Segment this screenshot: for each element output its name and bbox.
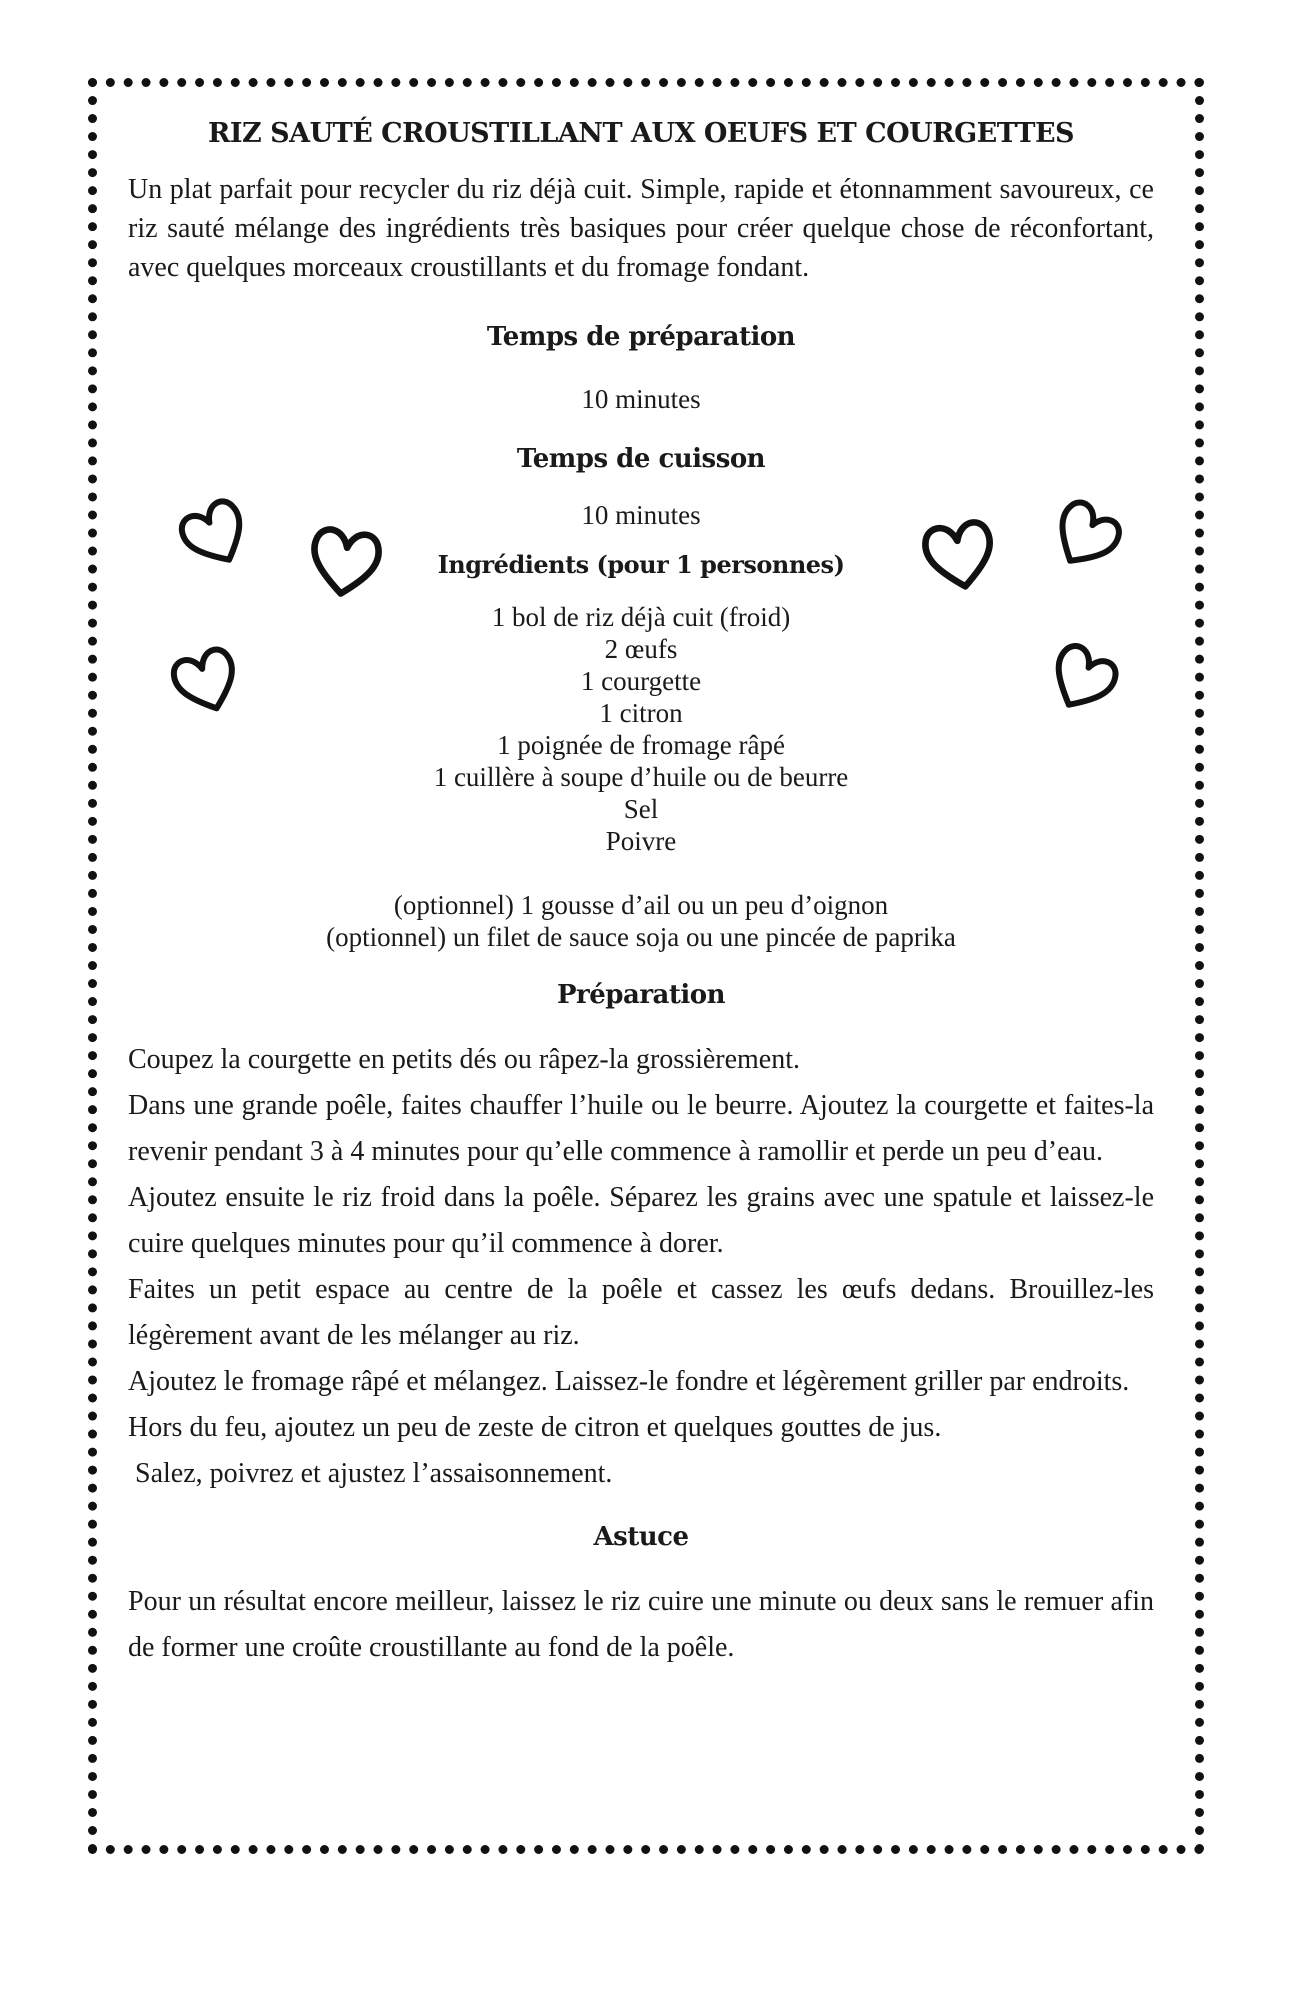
ingredient-item: Poivre <box>605 826 677 856</box>
cook-time-value: 10 minutes <box>581 500 701 530</box>
ingredient-item: 1 bol de riz déjà cuit (froid) <box>491 602 791 632</box>
cook-time-heading: Temps de cuisson <box>516 444 766 474</box>
preparation-step: Coupez la courgette en petits dés ou râpez-la grossièrement. <box>128 1044 801 1075</box>
optional-ingredient-item: (optionnel) 1 gousse d’ail ou un peu d’oignon <box>393 890 889 920</box>
prep-time-value: 10 minutes <box>581 384 701 414</box>
ingredient-item: 1 cuillère à soupe d’huile ou de beurre <box>433 762 849 792</box>
preparation-step: Ajoutez ensuite le riz froid dans la poêle. Séparez les grains avec une spatule et laissez-le cuire quelques minutes pour qu’il commence à dorer. <box>128 1182 1154 1259</box>
ingredient-item: 2 œufs <box>604 634 678 664</box>
recipe-intro: Un plat parfait pour recycler du riz déjà cuit. Simple, rapide et étonnamment savoureux, ce riz sauté mélange des ingrédients très basiques pour créer quelque chose de réconfortant, avec quelques morceaux croustillants et du fromage fondant. <box>128 174 1154 283</box>
recipe-content <box>128 108 1154 1671</box>
ingredient-item: 1 courgette <box>580 666 702 696</box>
tip-heading: Astuce <box>593 1522 689 1552</box>
preparation-step: Salez, poivrez et ajustez l’assaisonnement. <box>128 1458 613 1489</box>
optional-ingredients <box>128 889 1154 953</box>
preparation-heading: Préparation <box>557 980 725 1010</box>
recipe-title: RIZ SAUTÉ CROUSTILLANT AUX OEUFS ET COURGETTES <box>207 118 1075 149</box>
preparation-steps <box>128 1037 1154 1497</box>
preparation-step: Dans une grande poêle, faites chauffer l’huile ou le beurre. Ajoutez la courgette et faites-la revenir pendant 3 à 4 minutes pour qu’elle commence à ramollir et perde un peu d’eau. <box>128 1090 1154 1167</box>
ingredients-list <box>128 601 1154 857</box>
preparation-step: Hors du feu, ajoutez un peu de zeste de citron et quelques gouttes de jus. <box>128 1412 942 1443</box>
prep-time-heading: Temps de préparation <box>486 322 796 352</box>
ingredient-item: Sel <box>623 794 659 824</box>
preparation-step: Faites un petit espace au centre de la poêle et cassez les œufs dedans. Brouillez-les légèrement avant de les mélanger au riz. <box>128 1274 1154 1351</box>
ingredients-heading: Ingrédients (pour 1 personnes) <box>437 550 845 579</box>
optional-ingredient-item: (optionnel) un filet de sauce soja ou une pincée de paprika <box>326 922 956 952</box>
tip-text: Pour un résultat encore meilleur, laissez le riz cuire une minute ou deux sans le remuer afin de former une croûte croustillante au fond de la poêle. <box>128 1586 1154 1663</box>
ingredient-item: 1 poignée de fromage râpé <box>497 730 785 760</box>
preparation-step: Ajoutez le fromage râpé et mélangez. Laissez-le fondre et légèrement griller par endroits. <box>128 1366 1130 1397</box>
ingredient-item: 1 citron <box>599 698 683 728</box>
